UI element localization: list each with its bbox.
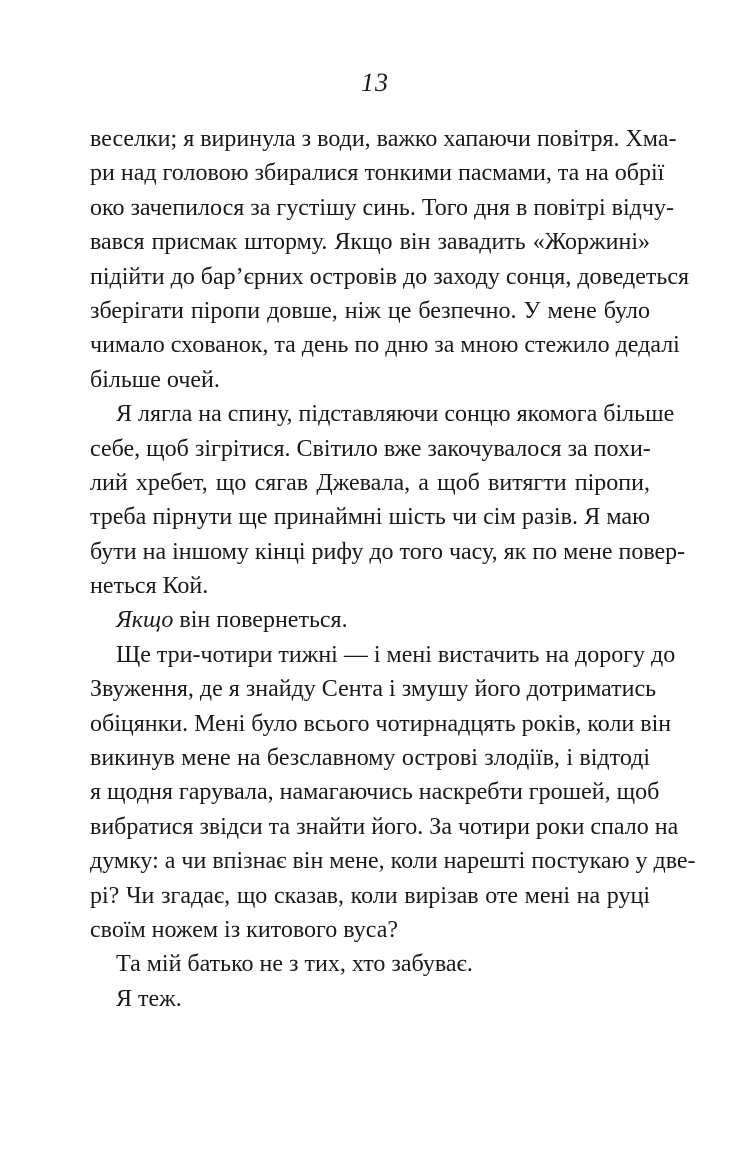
text-line: вався присмак шторму. Якщо він завадить «Жоржині»: [90, 229, 650, 256]
paragraph-6: [90, 982, 650, 1016]
body-text: [90, 122, 696, 1016]
text-line: викинув мене на безславному острові злодіїв, і відтоді: [90, 745, 650, 772]
text-line: підійти до бар’єрних островів до заходу сонця, доведеться: [90, 263, 690, 290]
paragraph-5: [90, 947, 650, 981]
text-line: більше очей.: [90, 366, 220, 393]
text-line: Звуження, де я знайду Сента і змушу його дотриматись: [90, 676, 657, 703]
text-line: Ще три-чотири тижні — і мені вистачить на дорогу до: [116, 641, 676, 668]
paragraph-3: [90, 603, 650, 637]
text-line: вибратися звідси та знайти його. За чотири роки спало на: [90, 813, 679, 840]
text-line: я щодня гарувала, намагаючись наскребти грошей, щоб: [90, 779, 660, 806]
emphasis-text: Якщо: [116, 607, 174, 634]
text-line: себе, щоб зігрітися. Світило вже закочувалося за похи-: [90, 435, 651, 462]
paragraph-2: [90, 397, 686, 603]
text-line: думку: а чи впізнає він мене, коли нарешті постукаю у две-: [90, 848, 696, 875]
text-fragment: він повернеться.: [173, 607, 348, 634]
text-line: лий хребет, що сягав Джевала, а щоб витягти піропи,: [90, 469, 650, 496]
text-line: обіцянки. Мені було всього чотирнадцять років, коли він: [90, 710, 672, 737]
page-number: 13: [361, 68, 389, 97]
text-line: зберігати піропи довше, ніж це безпечно. У мене було: [90, 297, 650, 324]
text-line: ри над головою збиралися тонкими пасмами, та на обрії: [90, 160, 665, 187]
text-line: Я теж.: [116, 985, 182, 1012]
text-line: своїм ножем із китового вуса?: [90, 916, 399, 943]
text-line: треба пірнути ще принаймні шість чи сім разів. Я маю: [90, 504, 650, 531]
paragraph-4: [90, 638, 696, 948]
text-line: рі? Чи згадає, що сказав, коли вирізав оте мені на руці: [90, 882, 650, 909]
text-line: чимало схованок, та день по дню за мною стежило дедалі: [90, 332, 680, 359]
text-line: неться Кой.: [90, 573, 209, 600]
text-line: бути на іншому кінці рифу до того часу, як по мене повер-: [90, 538, 686, 565]
text-line: Та мій батько не з тих, хто забуває.: [116, 951, 473, 978]
text-line: веселки; я виринула з води, важко хапаючи повітря. Хма-: [90, 126, 677, 152]
text-line: око зачепилося за густішу синь. Того дня в повітрі відчу-: [90, 194, 674, 221]
text-line: Я лягла на спину, підставляючи сонцю якомога більше: [116, 401, 675, 428]
paragraph-1: [90, 122, 690, 397]
